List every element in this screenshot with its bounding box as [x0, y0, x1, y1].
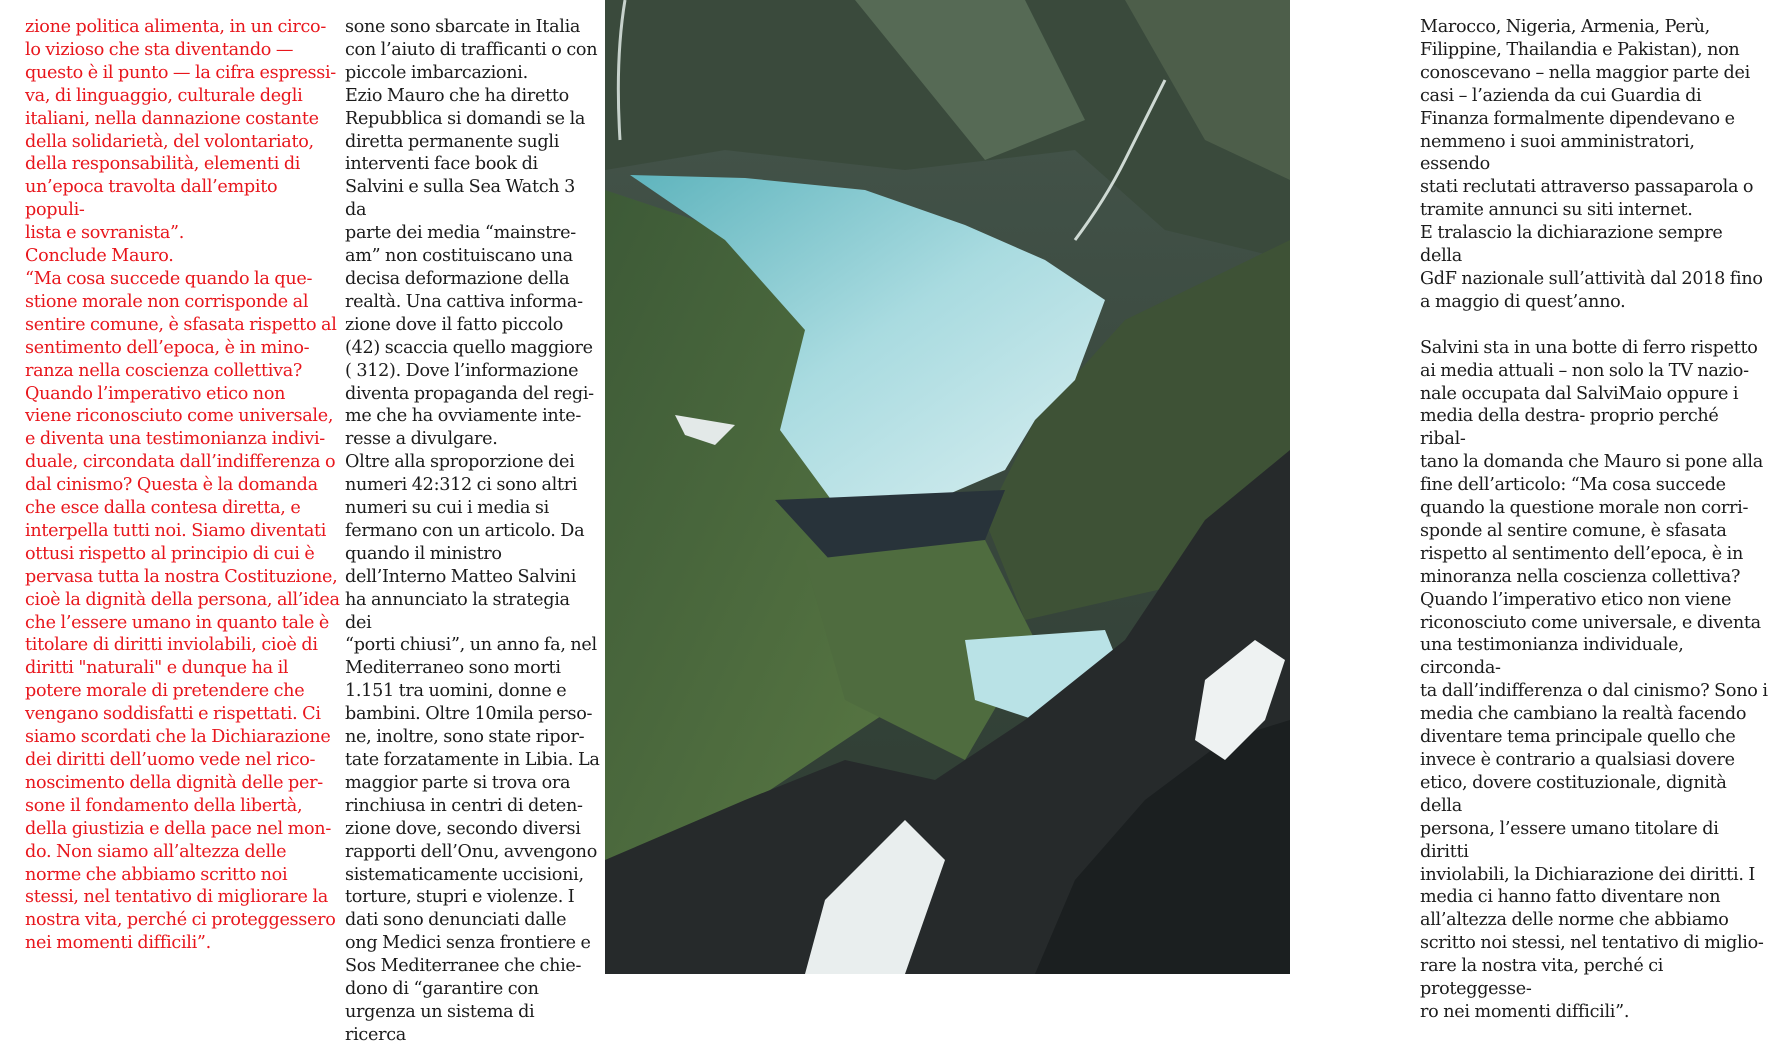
mountain-lake-photo	[605, 0, 1290, 974]
article-column-red: zione politica alimenta, in un circo- lo vizioso che sta diventando — questo è il punto — la cifra espressi- va, di linguaggio, culturale degli italiani, nella dannazione costante della solidarietà, del volontariato, della responsabilità, elementi di un’epoca travolta dall’empito populi- lista e sovranista”. Conclude Mauro. “Ma cosa succede quando la que- stione morale non corrisponde al sentire comune, è sfasata rispetto al sentimento dell’epoca, è in mino- ranza nella coscienza collettiva? Quando l’imperativo etico non viene riconosciuto come universale, e diventa una testimonianza indivi- duale, circondata dall’indifferenza o dal cinismo? Questa è la domanda che esce dalla contesa diretta, e interpella tutti noi. Siamo diventati ottusi rispetto al principio di cui è pervasa tutta la nostra Costituzione, cioè la dignità della persona, all’idea che l’essere umano in quanto tale è titolare di diritti inviolabili, cioè di diritti "naturali" e dunque ha il potere morale di pretendere che vengano soddisfatti e rispettati. Ci siamo scordati che la Dichiarazione dei diritti dell’uomo vede nel rico- noscimento della dignità delle per- sone il fondamento della libertà, della giustizia e della pace nel mon- do. Non siamo all’altezza delle norme che abbiamo scritto noi stessi, nel tentativo di migliorare la nostra vita, perché ci proteggessero nei momenti difficili”.	[25, 17, 340, 954]
article-column-right: Marocco, Nigeria, Armenia, Perù, Filippine, Thailandia e Pakistan), non conoscevano – nella maggior parte dei casi – l’azienda da cui Guardia di Finanza formalmente dipendevano e nemmeno i suoi amministratori, essendo stati reclutati attraverso passaparola o tramite annunci su siti internet. E tralascio la dichiarazione sempre della GdF nazionale sull’attività dal 2018 fino a maggio di quest’anno. Salvini sta in una botte di ferro rispetto ai media attuali – non solo la TV nazio- nale occupata dal SalviMaio oppure i media della destra- proprio perché ribal- tano la domanda che Mauro si pone alla fine dell’articolo: “Ma cosa succede quando la questione morale non corri- sponde al sentire comune, è sfasata rispetto al sentimento dell’epoca, è in minoranza nella coscienza collettiva? Quando l’imperativo etico non viene riconosciuto come universale, e diventa una testimonianza individuale, circonda- ta dall’indifferenza o dal cinismo? Sono i media che cambiano la realtà facendo diventare tema principale quello che invece è contrario a qualsiasi dovere etico, dovere costituzionale, dignità della persona, l’essere umano titolare di diritti inviolabili, la Dichiarazione dei diritti. I media ci hanno fatto diventare non all’altezza delle norme che abbiamo scritto noi stessi, nel tentativo di miglio- rare la nostra vita, perché ci proteggesse- ro nei momenti difficili”.	[1420, 17, 1768, 1022]
article-column-middle: sone sono sbarcate in Italia con l’aiuto di trafficanti o con piccole imbarcazioni. Ezio Mauro che ha diretto Repubblica si domandi se la diretta permanente sugli interventi face book di Salvini e sulla Sea Watch 3 da parte dei media “mainstre- am” non costituiscano una decisa deformazione della realtà. Una cattiva informa- zione dove il fatto piccolo (42) scaccia quello maggiore ( 312). Dove l’informazione diventa propaganda del regi- me che ha ovviamente inte- resse a divulgare. Oltre alla sproporzione dei numeri 42:312 ci sono altri numeri su cui i media si fermano con un articolo. Da quando il ministro dell’Interno Matteo Salvini ha annunciato la strategia dei “porti chiusi”, un anno fa, nel Mediterraneo sono morti 1.151 tra uomini, donne e bambini. Oltre 10mila perso- ne, inoltre, sono state ripor- tate forzatamente in Libia. La maggior parte si trova ora rinchiusa in centri di deten- zione dove, secondo diversi rapporti dell’Onu, avvengono sistematicamente uccisioni, torture, stupri e violenze. I dati sono denunciati dalle ong Medici senza frontiere e Sos Mediterranee che chie- dono di “garantire con urgenza un sistema di ricerca	[345, 17, 600, 1045]
dam-lake-illustration	[605, 0, 1290, 974]
